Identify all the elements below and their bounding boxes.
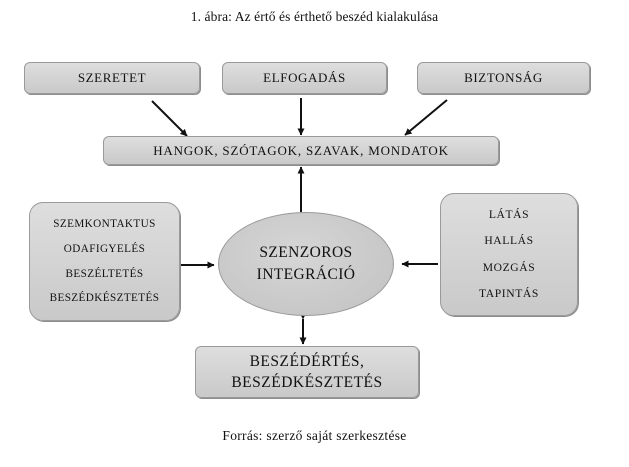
box-szeretet: SZERETET (24, 62, 200, 94)
arrow-biztonsag-to-sounds (405, 100, 447, 135)
right-list-item: MOZGÁS (482, 260, 536, 274)
box-bottom (195, 346, 419, 398)
figure-source: Forrás: szerző saját szerkesztése (222, 428, 407, 443)
box-left-list (29, 202, 180, 321)
figure-title: 1. ábra: Az értő és érthető beszéd kialakulása (190, 9, 439, 24)
arrow-szeretet-to-sounds (152, 101, 187, 136)
box-biztonsag: BIZTONSÁG (417, 62, 590, 94)
left-list-item: BESZÉDKÉSZTETÉS (49, 292, 160, 305)
right-list-item: HALLÁS (484, 234, 534, 247)
left-list-item: SZEMKONTAKTUS (53, 218, 156, 231)
center-ellipse (218, 212, 394, 316)
center-line-1: SZENZOROS (259, 244, 353, 261)
center-line-2: INTEGRÁCIÓ (256, 266, 356, 283)
right-list-item: LÁTÁS (488, 207, 530, 221)
box-elfogadas: ELFOGADÁS (222, 62, 387, 94)
box-sounds: HANGOK, SZÓTAGOK, SZAVAK, MONDATOK (103, 136, 499, 165)
bottom-line-2: BESZÉDKÉSZTETÉS (231, 374, 383, 391)
right-list-item: TAPINTÁS (479, 287, 539, 300)
bottom-line-1: BESZÉDÉRTÉS, (249, 353, 365, 370)
left-list-item: BESZÉLTETÉS (65, 267, 144, 280)
box-right-list (440, 193, 578, 316)
left-list-item: ODAFIGYELÉS (63, 242, 146, 255)
